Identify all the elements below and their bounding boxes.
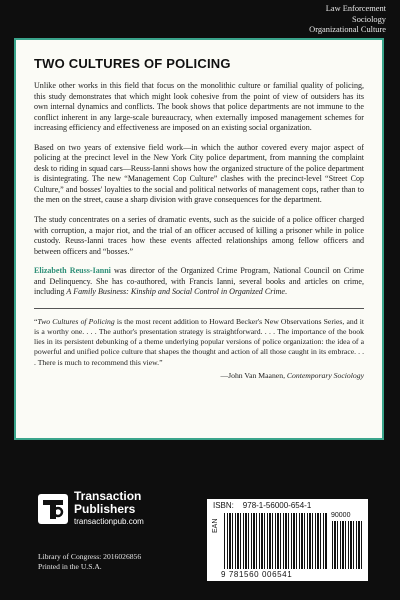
publisher-mark-icon xyxy=(38,494,68,524)
barcode-bar xyxy=(299,513,300,569)
barcode-bar xyxy=(261,513,263,569)
barcode-bar xyxy=(267,513,268,569)
author-book-title: A Family Business: Kinship and Social Control in Organized Crime xyxy=(66,287,285,297)
barcode-bar xyxy=(301,513,303,569)
review-text: is the most recent addition to Howard Becker's New Observations Series, and it is a worthy one. . . . The author's presentation strategy is straightforward. . . . The importance of the book lies in its persistent debunking of a theme underlying popular versions of police organization: the idea of a powerful and unified police culture that shapes the thought and action of all those caught in its embrace. . . . There is much to recommend this view.” xyxy=(34,316,364,367)
barcode-bar xyxy=(264,513,265,569)
publisher-name: Publishers xyxy=(74,502,136,516)
barcode-bar xyxy=(307,513,308,569)
barcode-bar xyxy=(304,513,305,569)
barcode-bar xyxy=(235,513,236,569)
barcode-bar xyxy=(342,521,344,569)
description-paragraph: The study concentrates on a series of dramatic events, such as the suicide of a police officer charged with corruption, a major riot, and the trial of an officer accused of killing a prisoner while in police custody. Reuss-Ianni traces how these events affected relationships among fellow officers and between officers and “bosses.” xyxy=(34,215,364,256)
barcode-bar xyxy=(280,513,281,569)
review-quote: “Two Cultures of Policing is the most recent addition to Howard Becker's New Observations Series, and it is a worthy one. . . . The author's presentation strategy is straightforward. . . . The importance of the book lies in its persistent debunking of a theme underlying popular versions of police organization: the idea of a powerful and unified police culture that shapes the thought and action of all those caught in its embrace. . . . There is much to recommend this view.” xyxy=(34,316,364,367)
barcode-bar xyxy=(248,513,249,569)
isbn-number: 978-1-56000-654-1 xyxy=(242,501,312,510)
barcode-bar xyxy=(353,521,354,569)
subject-line: Organizational Culture xyxy=(309,25,386,34)
author-bio-end: . xyxy=(284,287,287,297)
isbn-barcode xyxy=(207,499,368,581)
divider xyxy=(34,308,364,309)
barcode-bar xyxy=(356,521,357,569)
barcode-bar xyxy=(361,521,362,569)
book-title: TWO CULTURES OF POLICING xyxy=(34,56,231,71)
barcode-bar xyxy=(269,513,271,569)
barcode-bar xyxy=(224,513,225,569)
barcode-bar xyxy=(312,513,313,569)
author-name: Elizabeth Reuss-Ianni xyxy=(34,266,111,276)
description-paragraph: Unlike other works in this field that focus on the monolithic culture or familial quality of policing, this study demonstrates that which might look cohesive from the point of view of outsiders has its own internal dynamics and conflicts. The book shows that police departments are not immune to the conflict inherent in any large-scale bureaucracy, when externally imposed management schemes for increasing efficiency and effectiveness are imposed on an existing social organization. xyxy=(34,81,364,133)
barcode-bar xyxy=(251,513,252,569)
barcode-bar xyxy=(317,513,319,569)
barcode-bar xyxy=(288,513,289,569)
barcode-bar xyxy=(243,513,244,569)
review-book-title: Two Cultures of Policing xyxy=(37,316,115,326)
addon-barcode-bars xyxy=(332,521,364,569)
ean-label: EAN xyxy=(212,518,219,533)
barcode-bar xyxy=(272,513,273,569)
review-attribution xyxy=(34,371,364,380)
barcode-bar xyxy=(275,513,276,569)
reviewer-name: —John Van Maanen, xyxy=(220,370,287,380)
barcode-bar xyxy=(232,513,233,569)
addon-digits: 90000 xyxy=(331,512,351,519)
isbn-label: ISBN: xyxy=(213,501,234,510)
publisher-logo xyxy=(38,490,144,527)
barcode-digits: 9 781560 006541 xyxy=(221,570,293,579)
author-bio xyxy=(34,266,364,298)
barcode-bar xyxy=(320,513,321,569)
barcode-bar xyxy=(237,513,239,569)
publisher-url: transactionpub.com xyxy=(74,517,144,526)
barcode-bar xyxy=(358,521,360,569)
subject-line: Sociology xyxy=(352,14,386,24)
barcode-bar xyxy=(323,513,324,569)
barcode-bar xyxy=(229,513,231,569)
barcode-bar xyxy=(291,513,292,569)
barcode-bar xyxy=(285,513,287,569)
barcode-bar xyxy=(337,521,338,569)
barcode-bar xyxy=(309,513,311,569)
description-paragraph: Based on two years of extensive field work—in which the author covered every major aspect of policing at the precinct level in the New York City police department, from manning the complaint desk to riding in squad cars—Reuss-Ianni shows how the organized structure of the police department is disintegrating. The new “Management Cop Culture” clashes with the precinct-level “Street Cop Culture,” and bosses' loyalties to the social and political networks of management cops, rather than to the men on the street, cause a sharp division with grave consequences for the department. xyxy=(34,142,364,205)
barcode-bar xyxy=(296,513,297,569)
barcode-bar xyxy=(240,513,241,569)
barcode-bar xyxy=(283,513,284,569)
subject-line: Law Enforcement xyxy=(325,4,386,13)
barcode-bar xyxy=(340,521,341,569)
barcode-bar xyxy=(245,513,247,569)
barcode-bar xyxy=(293,513,295,569)
review-source: Contemporary Sociology xyxy=(286,370,364,380)
barcode-bar xyxy=(256,513,257,569)
barcode-bar xyxy=(350,521,352,569)
imprint-info xyxy=(38,552,141,572)
barcode-bar xyxy=(277,513,279,569)
barcode-bar xyxy=(345,521,346,569)
library-of-congress: Library of Congress: 2016026856 xyxy=(38,552,142,561)
description-panel xyxy=(14,38,384,440)
author-bio-text: was director of the Organized Crime Program, National Council on Crime and Delinquency. She has co-authored, with Francis Ianni, several books and articles on crime, including xyxy=(34,266,364,297)
barcode-bar xyxy=(227,513,228,569)
publisher-name: Transaction xyxy=(74,489,142,503)
barcode-bar xyxy=(315,513,316,569)
barcode-bar xyxy=(253,513,255,569)
barcode-bar xyxy=(259,513,260,569)
barcode-bar xyxy=(332,521,333,569)
barcode-bar xyxy=(325,513,327,569)
printed-in: Printed in the U.S.A. xyxy=(38,562,102,571)
barcode-bar xyxy=(348,521,349,569)
barcode-bars xyxy=(224,513,328,569)
subject-categories xyxy=(309,4,386,36)
barcode-bar xyxy=(334,521,336,569)
